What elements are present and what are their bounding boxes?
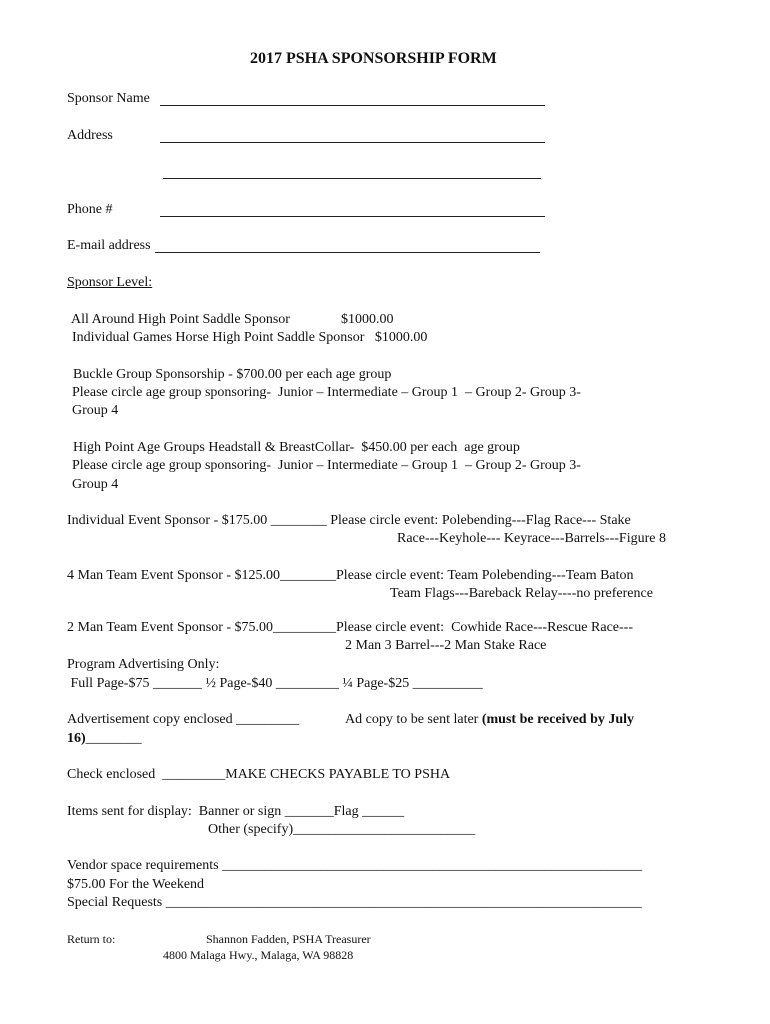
ad-copy-deadline-blank: ________ bbox=[85, 731, 142, 746]
email-field[interactable] bbox=[155, 252, 540, 253]
two-man-team-options: 2 Man 3 Barrel---2 Man Stake Race bbox=[345, 638, 547, 653]
ad-copy-deadline-date: 16) bbox=[67, 731, 86, 746]
buckle-circle-age-group-cont: Group 4 bbox=[72, 403, 119, 418]
display-items: Items sent for display: Banner or sign _______Flag ______ bbox=[67, 804, 405, 819]
check-enclosed: Check enclosed _________MAKE CHECKS PAYABLE TO PSHA bbox=[67, 767, 451, 782]
address-label: Address bbox=[67, 128, 113, 143]
address-field-line-1[interactable] bbox=[160, 142, 545, 143]
sponsor-name-label: Sponsor Name bbox=[67, 91, 150, 106]
return-name: Shannon Fadden, PSHA Treasurer bbox=[206, 932, 371, 946]
ad-copy-later-text: Ad copy to be sent later bbox=[345, 712, 482, 727]
ad-copy-deadline: (must be received by July bbox=[481, 712, 635, 727]
return-address: 4800 Malaga Hwy., Malaga, WA 98828 bbox=[163, 948, 354, 962]
program-advertising-heading: Program Advertising Only: bbox=[67, 657, 220, 672]
address-field-line-2[interactable] bbox=[163, 178, 541, 179]
four-man-team-sponsor: 4 Man Team Event Sponsor - $125.00________Please circle event: Team Polebending---Team Baton bbox=[67, 568, 634, 583]
headstall-sponsorship: High Point Age Groups Headstall & BreastCollar- $450.00 per each age group bbox=[73, 440, 520, 455]
headstall-circle-age-group-cont: Group 4 bbox=[72, 477, 119, 492]
buckle-group-sponsorship: Buckle Group Sponsorship - $700.00 per each age group bbox=[73, 367, 392, 382]
return-label: Return to: bbox=[67, 932, 116, 946]
sponsor-level-heading: Sponsor Level: bbox=[67, 275, 153, 290]
four-man-team-options: Team Flags---Bareback Relay----no preference bbox=[390, 586, 653, 601]
ad-copy-deadline-cont bbox=[67, 730, 142, 748]
phone-label: Phone # bbox=[67, 202, 113, 217]
headstall-circle-age-group: Please circle age group sponsoring- Junior – Intermediate – Group 1 – Group 2- Group 3- bbox=[72, 458, 581, 473]
email-label: E-mail address bbox=[67, 238, 151, 253]
program-advertising-options: Full Page-$75 _______ ½ Page-$40 _________ ¼ Page-$25 __________ bbox=[67, 676, 483, 691]
sponsor-name-field[interactable] bbox=[160, 105, 545, 106]
individual-games-sponsor: Individual Games Horse High Point Saddle Sponsor $1000.00 bbox=[72, 330, 428, 345]
all-around-price: $1000.00 bbox=[341, 312, 394, 327]
ad-copy-enclosed: Advertisement copy enclosed _________ bbox=[67, 712, 300, 727]
vendor-space-requirements: Vendor space requirements ____________________________________________________________ bbox=[67, 858, 643, 873]
all-around-sponsor: All Around High Point Saddle Sponsor bbox=[71, 312, 290, 327]
individual-event-sponsor: Individual Event Sponsor - $175.00 ________ Please circle event: Polebending---Flag Race--- Stake bbox=[67, 513, 631, 528]
display-other: Other (specify)__________________________ bbox=[208, 822, 476, 837]
page-title: 2017 PSHA SPONSORSHIP FORM bbox=[250, 50, 497, 67]
ad-copy-later bbox=[345, 711, 634, 729]
buckle-circle-age-group: Please circle age group sponsoring- Junior – Intermediate – Group 1 – Group 2- Group 3- bbox=[72, 385, 581, 400]
phone-field[interactable] bbox=[160, 216, 545, 217]
two-man-team-sponsor: 2 Man Team Event Sponsor - $75.00_________Please circle event: Cowhide Race---Rescue Race--- bbox=[67, 620, 633, 635]
special-requests: Special Requests ____________________________________________________________________ bbox=[67, 895, 642, 910]
vendor-price: $75.00 For the Weekend bbox=[67, 877, 205, 892]
individual-event-options: Race---Keyhole--- Keyrace---Barrels---Figure 8 bbox=[397, 531, 666, 546]
